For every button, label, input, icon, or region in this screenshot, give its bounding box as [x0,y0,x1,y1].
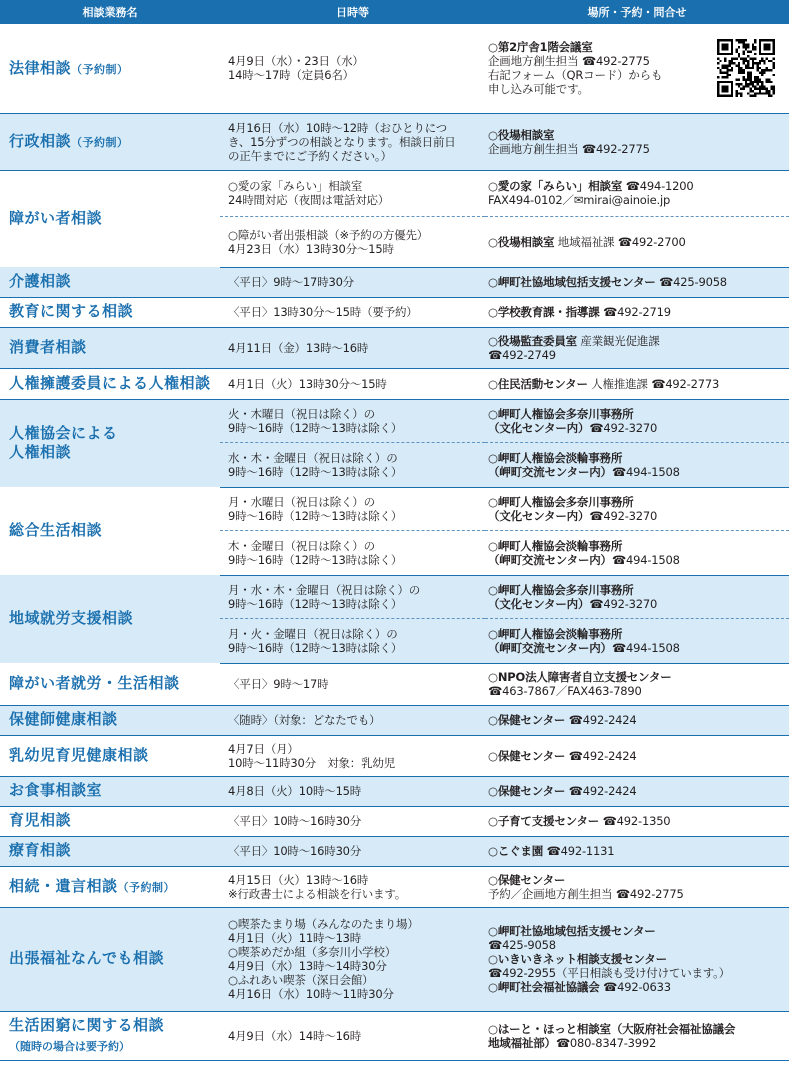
service-name-cell [0,1011,220,1060]
service-name-cell [0,113,220,170]
datetime-line: 14時～17時（定員6名） [228,68,354,83]
service-name: 障がい者就労・生活相談 [9,674,180,692]
place-name: ○岬町人権協会淡輪事務所 [488,626,623,641]
place-cell [485,1011,789,1060]
service-name-cell [0,368,220,399]
table-row [0,297,789,327]
qr-code-icon[interactable] [717,39,775,97]
col-header-place: 場所・予約・問合せ [485,0,789,24]
place-name: ○学校教育課・指導課 [488,305,600,319]
place-name: ○いきいきネット相談支援センター [488,952,667,966]
datetime-cell [220,113,485,170]
service-name-cell [0,776,220,806]
place-line [488,553,789,567]
datetime-cell [220,575,485,618]
place-line [488,142,789,156]
place-line [488,377,789,391]
place-name: ○役場相談室 [488,234,555,249]
col-header-service: 相談業務名 [0,0,220,24]
table-row [0,487,789,530]
datetime-line: 4月16日（水）10時～12時（おひとりにつ [228,120,448,135]
place-line [488,495,789,509]
place-name: （岬町交流センター内） [488,552,612,567]
datetime-line: 9時～16時（12時～13時は除く） [228,508,403,523]
datetime-line: 9時～16時（12時～13時は除く） [228,640,403,655]
datetime-line: 〈平日〉10時～16時30分 [228,844,362,858]
place-name: ○愛の家「みらい」相談室 [488,179,623,193]
datetime-line: 木・金曜日（祝日は除く）の [228,538,375,553]
place-detail: 産業観光促進課 [576,333,660,348]
service-name-cell [0,836,220,866]
datetime-line: 24時間対応（夜間は電話対応） [228,193,390,207]
place-detail: ☎492-1350 [599,814,671,828]
datetime-line: 4月23日（水）13時30分～15時 [228,241,394,256]
place-name: ○役場相談室 [488,127,555,142]
place-name: ○子育て支援センター [488,814,600,828]
place-name: ○岬町社協地域包括支援センター [488,924,656,938]
place-name: ○はーと・ほっと相談室（大阪府社会福祉協議会 [488,1021,736,1036]
datetime-line: 月・水・木・金曜日（祝日は除く）の [228,582,421,597]
place-detail: ☎494-1508 [611,552,680,567]
place-line [488,583,789,597]
place-line [488,128,789,142]
datetime-line: 4月11日（金）13時～16時 [228,340,369,355]
table-row [0,705,789,735]
place-name: 地域福祉部） [488,1035,556,1050]
place-line [488,179,789,193]
place-cell [485,368,789,399]
datetime-line: 9時～16時（12時～13時は除く） [228,552,403,567]
service-name: 人権協会による [9,423,118,442]
datetime-line: 火・木曜日（祝日は除く）の [228,406,375,421]
place-detail: 右記フォーム（QRコード）からも [488,68,663,83]
place-line [488,952,789,966]
place-detail: ☎492-3270 [589,420,658,435]
service-name: 教育に関する相談 [9,302,134,321]
datetime-line: 水・木・金曜日（祝日は除く）の [228,450,398,465]
place-line [488,275,789,289]
service-name: お食事相談室 [9,781,103,800]
place-cell [485,575,789,618]
datetime-line: ※行政書士による相談を行います。 [228,886,407,901]
place-cell [485,806,789,836]
datetime-line: 4月8日（火）10時～15時 [228,784,362,798]
place-detail: ☎492-2719 [599,305,671,319]
place-name: ○保健センター [488,872,566,887]
place-cell [485,399,789,442]
place-line [488,235,789,249]
place-line [488,684,789,698]
datetime-cell [220,216,485,267]
place-line [488,305,789,319]
table-row [0,663,789,705]
place-line [488,334,789,348]
place-cell [485,618,789,663]
datetime-line: 〈随時〉（対象：どなたでも） [228,713,381,727]
place-line [488,40,662,54]
place-name: ○役場監査委員室 [488,333,577,348]
service-name: 育児相談 [9,811,72,830]
service-name: 行政相談 [9,131,72,150]
table-row [0,836,789,866]
datetime-cell [220,806,485,836]
place-detail: ☎463-7867／FAX463-7890 [488,684,642,698]
place-name: ○岬町人権協会多奈川事務所 [488,582,634,597]
place-line [488,980,789,994]
datetime-line: 9時～16時（12時～13時は除く） [228,464,403,479]
place-name: （岬町交流センター内） [488,640,612,655]
service-name: 地域就労支援相談 [9,609,134,628]
table-row [0,866,789,907]
place-line [488,407,789,421]
place-name: ○保健センター [488,748,566,763]
place-detail: ☎492-2424 [565,784,637,798]
datetime-cell [220,170,485,216]
table-row [0,1011,789,1060]
place-line [488,627,789,641]
place-line [488,814,789,828]
service-name-cell [0,399,220,487]
place-name: ○NPO法人障害者自立支援センター [488,670,672,684]
table-row [0,735,789,776]
datetime-cell [220,705,485,735]
place-detail: ☎492-0633 [599,980,671,994]
datetime-line: 〈平日〉13時30分～15時（要予約） [228,305,418,319]
place-name: ○岬町人権協会淡輪事務所 [488,450,623,465]
service-name-cell [0,907,220,1011]
table-row [0,399,789,442]
datetime-cell [220,24,485,113]
place-detail: ☎492-2424 [565,713,637,727]
place-detail: ☎494-1508 [611,640,680,655]
place-line [488,924,789,938]
datetime-line: ○ふれあい喫茶（深日会館） [228,973,374,987]
place-cell [485,836,789,866]
place-cell [485,705,789,735]
place-detail: 企画地方創生担当 ☎492-2775 [488,54,650,69]
place-name: ○保健センター [488,784,566,798]
place-line [488,873,789,887]
place-line [488,597,789,611]
service-name: 生活困窮に関する相談 [9,1016,165,1034]
place-line [488,887,789,901]
place-line [488,641,789,655]
table-header-row [0,0,789,24]
place-cell [485,327,789,368]
place-detail: ☎494-1508 [611,464,680,479]
place-cell [485,776,789,806]
table-row [0,806,789,836]
place-detail: ☎492-3270 [589,596,658,611]
place-line [488,465,789,479]
place-name: （文化センター内） [488,596,590,611]
datetime-line: 9時～16時（12時～13時は除く） [228,420,403,435]
datetime-cell [220,907,485,1011]
reservation-tag: （予約制） [117,880,176,894]
service-name: 療育相談 [9,841,72,860]
place-line [488,421,789,435]
datetime-line: の正午までにご予約ください。） [228,148,392,163]
table-row [0,368,789,399]
place-detail: ☎425-9058 [655,275,727,289]
datetime-line: 4月1日（火）13時30分～15時 [228,376,387,391]
place-cell [485,663,789,705]
place-cell [485,866,789,907]
service-name: 保健師健康相談 [9,710,118,729]
datetime-cell [220,399,485,442]
place-detail: ☎492-3270 [589,508,658,523]
service-name-line2: （随時の場合は要予約） [9,1039,130,1053]
place-line [488,966,789,980]
place-detail: 申し込み可能です。 [488,82,589,97]
place-line [488,509,789,523]
datetime-cell [220,618,485,663]
datetime-line: 〈平日〉9時～17時 [228,677,329,691]
table-row [0,170,789,216]
datetime-line: 4月1日（火）11時～13時 [228,931,362,945]
datetime-line: ○障がい者出張相談（※予約の方優先） [228,227,429,242]
datetime-line: 4月9日（水）14時～16時 [228,1028,362,1043]
service-name: 障がい者相談 [9,209,103,227]
table-row [0,267,789,297]
place-line [488,539,789,553]
service-name-cell [0,487,220,575]
service-name-cell [0,297,220,327]
place-line [488,1036,789,1050]
datetime-line: ○喫茶たまり場（みんなのたまり場） [228,917,419,931]
place-line [488,670,789,684]
service-name: 人権擁護委員による人権相談 [9,373,211,392]
service-name-cell [0,705,220,735]
place-name: ○こぐま園 [488,844,544,858]
reservation-tag: （予約制） [71,135,129,149]
datetime-line: 〈平日〉10時～16時30分 [228,814,362,828]
place-cell [485,530,789,575]
place-detail: FAX494-0102／✉mirai@ainoie.jp [488,193,671,207]
datetime-cell [220,530,485,575]
datetime-cell [220,297,485,327]
place-line [488,68,662,82]
service-name-cell [0,170,220,267]
place-detail: ☎492-2749 [488,347,556,362]
place-detail: ☎494-1200 [622,179,694,193]
table-row [0,907,789,1011]
table-row [0,113,789,170]
service-name: 総合生活相談 [9,521,103,540]
place-cell [485,735,789,776]
datetime-cell [220,836,485,866]
datetime-cell [220,487,485,530]
place-line [488,784,789,798]
service-name: 消費者相談 [9,337,87,356]
datetime-line: 4月7日（月） [228,741,299,756]
place-line [488,713,789,727]
place-name: ○第2庁舎1階会議室 [488,40,593,55]
service-name: 介護相談 [9,272,72,290]
place-text [488,40,662,96]
datetime-line: 〈平日〉9時～17時30分 [228,275,354,289]
datetime-cell [220,267,485,297]
datetime-cell [220,735,485,776]
table-row [0,24,789,113]
service-name: 乳幼児育児健康相談 [9,745,149,764]
service-name-cell [0,806,220,836]
service-name-cell [0,735,220,776]
table-row [0,575,789,618]
place-line [488,1022,789,1036]
place-detail: 予約／企画地方創生担当 ☎492-2775 [488,886,684,901]
datetime-line: 4月15日（火）13時～16時 [228,872,369,887]
place-cell [485,267,789,297]
table-row [0,776,789,806]
place-line [488,451,789,465]
place-name: ○住民活動センター [488,376,588,391]
datetime-cell [220,442,485,487]
place-detail: ☎492-1131 [543,844,615,858]
place-line [488,749,789,763]
datetime-cell [220,1011,485,1060]
place-cell [485,170,789,216]
place-line [488,54,662,68]
datetime-line: き、15分ずつの相談となります。相談日前日 [228,134,456,149]
place-cell [485,113,789,170]
datetime-line: 9時～16時（12時～13時は除く） [228,596,403,611]
datetime-line: 月・火・金曜日（祝日は除く）の [228,626,398,641]
place-detail: ☎492-2424 [565,748,637,763]
place-detail: ☎492-2955（平日相談も受け付けています。） [488,966,731,980]
service-name-cell [0,327,220,368]
service-name: 出張福祉なんでも相談 [9,949,165,968]
service-name-cell [0,267,220,297]
datetime-cell [220,776,485,806]
place-cell [485,907,789,1011]
place-cell [485,24,789,113]
place-name: （文化センター内） [488,420,590,435]
place-line [488,193,789,207]
place-line [488,938,789,952]
datetime-line: 10時～11時30分 対象：乳幼児 [228,755,395,770]
place-line [488,348,789,362]
place-cell [485,216,789,267]
datetime-cell [220,327,485,368]
place-name: ○岬町人権協会多奈川事務所 [488,406,634,421]
place-name: ○岬町社会福祉協議会 [488,980,600,994]
place-name: ○保健センター [488,713,566,727]
datetime-line: ○愛の家「みらい」相談室 [228,179,363,193]
reservation-tag: （予約制） [71,62,129,76]
datetime-line: 4月16日（水）10時～11時30分 [228,987,394,1001]
datetime-cell [220,368,485,399]
service-name-cell [0,663,220,705]
table-row [0,327,789,368]
datetime-line: 4月9日（水）・23日（水） [228,54,364,69]
place-detail: 企画地方創生担当 ☎492-2775 [488,141,650,156]
place-name: （岬町交流センター内） [488,464,612,479]
datetime-line: ○喫茶めだか組（多奈川小学校） [228,945,397,959]
place-line [488,844,789,858]
place-detail: ☎080-8347-3992 [555,1035,657,1050]
place-detail: 地域福祉課 ☎492-2700 [554,234,686,249]
service-name-cell [0,24,220,113]
datetime-cell [220,663,485,705]
datetime-line: 月・水曜日（祝日は除く）の [228,494,375,509]
place-name: ○岬町社協地域包括支援センター [488,275,656,289]
place-line [488,82,662,96]
place-name: ○岬町人権協会淡輪事務所 [488,538,623,553]
datetime-cell [220,866,485,907]
place-name: （文化センター内） [488,508,590,523]
place-cell [485,297,789,327]
place-detail: 人権推進課 ☎492-2773 [587,376,720,391]
place-detail: ☎425-9058 [488,938,556,952]
place-cell [485,487,789,530]
datetime-line: 4月9日（水）13時～14時30分 [228,959,387,973]
place-with-qr [488,39,789,97]
col-header-datetime: 日時等 [220,0,485,24]
service-name-line2: 人権相談 [9,443,72,462]
service-name-cell [0,866,220,907]
place-name: ○岬町人権協会多奈川事務所 [488,494,634,509]
service-name-cell [0,575,220,663]
service-name: 相続・遺言相談 [9,876,118,895]
service-name: 法律相談 [9,58,72,77]
place-cell [485,442,789,487]
